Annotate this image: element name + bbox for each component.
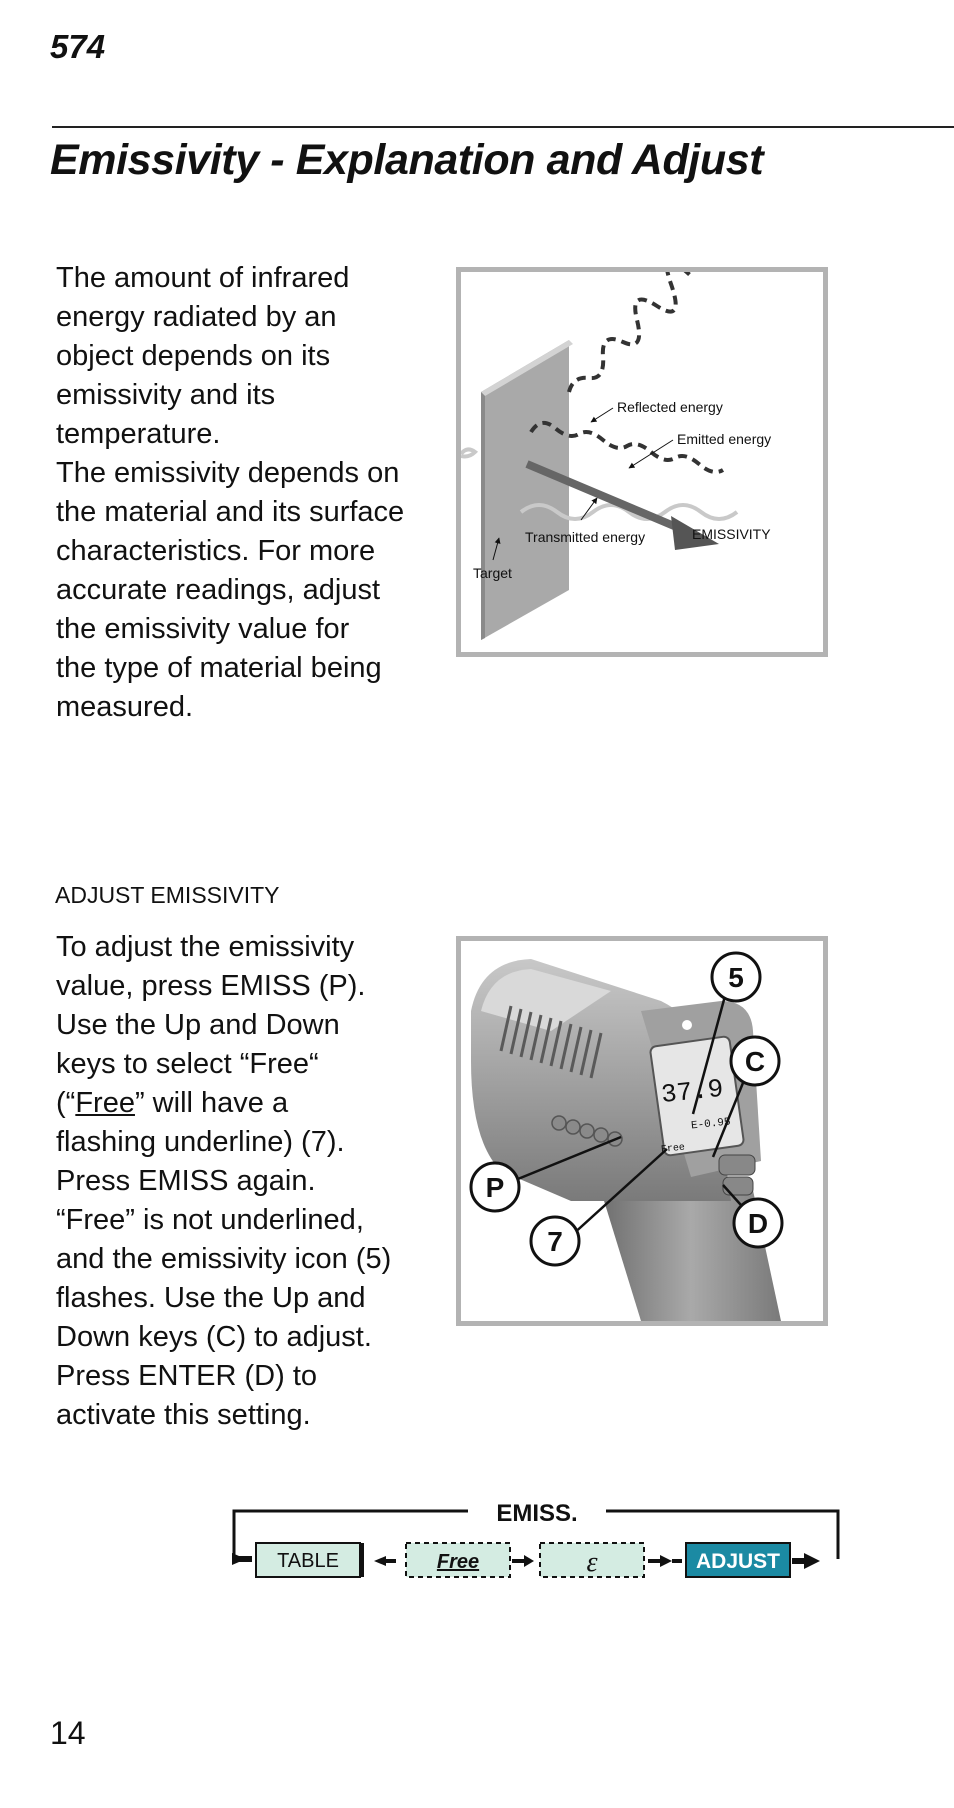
callout-d [734, 1199, 782, 1247]
page-title: Emissivity - Explanation and Adjust [50, 136, 764, 184]
emiss-menu-flow [228, 1485, 844, 1585]
flow-free-label: Free [436, 1551, 480, 1573]
thermometer-body [471, 959, 781, 1321]
reflected-energy-label: Reflected energy [617, 399, 723, 415]
callout-c [731, 1037, 779, 1085]
lcd-emissivity-value: E-0.95 [690, 1116, 732, 1133]
paragraph-text-before: To adjust the emissivity value, press EMISS (P). Use the Up and Down keys to select “Free“ (“ [56, 931, 366, 1119]
callout-5 [712, 953, 760, 1001]
flow-adjust-label: ADJUST [695, 1550, 781, 1573]
transmitted-wave-back [461, 449, 475, 456]
model-number: 574 [50, 28, 106, 65]
callout-7 [531, 1217, 579, 1265]
lcd-mode-text: Free [660, 1142, 686, 1157]
free-underlined-text: Free [75, 1087, 135, 1119]
emissivity-label: EMISSIVITY [692, 526, 771, 542]
transmitted-energy-label: Transmitted energy [525, 529, 646, 545]
paragraph-text-after: ” will have a flashing underline) (7). Press EMISS again. “Free” is not underlined, and the emissivity icon (5) flashes. Use the Up and Down keys (C) to adjust. Press ENTER (D) to activate this setting. [56, 1087, 392, 1431]
flow-table-label: TABLE [277, 1550, 339, 1572]
emissivity-diagram [456, 267, 828, 657]
lcd-reading: 37.9 [659, 1073, 725, 1111]
callout-5-label: 5 [728, 962, 744, 993]
callout-7-label: 7 [547, 1226, 563, 1257]
thermometer-figure [456, 936, 828, 1326]
callout-d-label: D [747, 1208, 769, 1239]
reflected-wave [569, 272, 691, 392]
flow-title: EMISS. [496, 1500, 578, 1527]
adjust-emissivity-paragraph [56, 928, 456, 1435]
target-plate [481, 340, 573, 640]
target-label: Target [473, 565, 512, 581]
adjust-emissivity-heading: ADJUST EMISSIVITY [55, 882, 280, 908]
emitted-energy-label: Emitted energy [677, 431, 772, 447]
callout-p [471, 1163, 519, 1211]
header-rule [52, 126, 954, 128]
flow-epsilon-label: ε [586, 1547, 598, 1578]
emissivity-explanation-paragraph: The amount of infrared energy radiated by an object depends on its emissivity and its temperature. The emissivity depends on the material and its surface characteristics. For more accurate readings, adjust the emissivity value for the type of material being measured. [56, 262, 405, 723]
callout-c-label: C [744, 1046, 766, 1077]
callout-p-label: P [485, 1172, 505, 1203]
page-number: 14 [50, 1715, 86, 1751]
